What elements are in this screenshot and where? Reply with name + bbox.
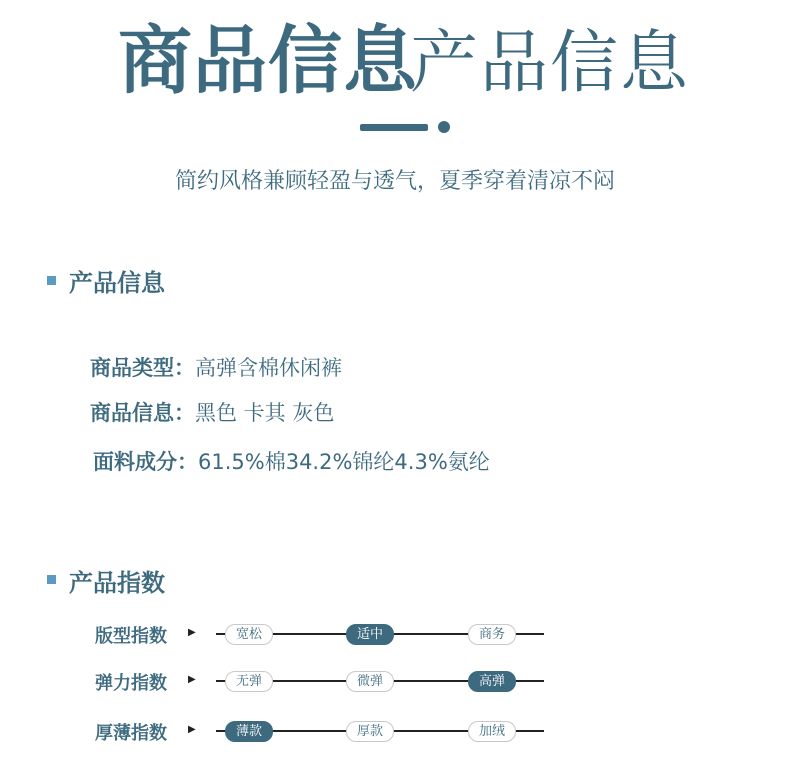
index-option-pill: 微弹 xyxy=(346,671,394,692)
play-arrow-icon: ▶ xyxy=(188,627,196,638)
section-marker-icon xyxy=(47,276,56,285)
info-key: 商品类型： xyxy=(90,356,195,380)
info-value: 高弹含棉休闲裤 xyxy=(195,356,342,380)
info-row-color xyxy=(90,397,334,427)
section-title-product-info: 产品信息 xyxy=(69,269,165,297)
index-option-pill: 宽松 xyxy=(225,624,273,645)
page-title-bold: 商品信息 xyxy=(118,18,418,104)
title-divider-dot xyxy=(438,121,450,133)
info-key: 面料成分： xyxy=(93,450,198,474)
section-title-product-index: 产品指数 xyxy=(69,569,165,597)
info-row-type xyxy=(90,352,342,382)
title-divider-bar xyxy=(360,124,428,131)
index-option-pill: 厚款 xyxy=(346,721,394,742)
index-option-pill: 薄款 xyxy=(225,721,273,742)
index-option-pill: 适中 xyxy=(346,624,394,645)
page-subtitle: 简约风格兼顾轻盈与透气，夏季穿着清凉不闷 xyxy=(174,169,615,194)
index-label: 弹力指数 xyxy=(95,673,167,694)
play-arrow-icon: ▶ xyxy=(188,674,196,685)
index-option-pill: 商务 xyxy=(468,624,516,645)
index-label: 厚薄指数 xyxy=(95,723,167,744)
index-option-pill: 无弹 xyxy=(225,671,273,692)
info-value: 黑色 卡其 灰色 xyxy=(195,401,335,425)
index-option-pill: 加绒 xyxy=(468,721,516,742)
info-key: 商品信息： xyxy=(90,401,195,425)
index-option-pill: 高弹 xyxy=(468,671,516,692)
play-arrow-icon: ▶ xyxy=(188,724,196,735)
section-marker-icon xyxy=(47,575,56,584)
page-title-light: 产品信息 xyxy=(410,24,691,103)
index-label: 版型指数 xyxy=(95,626,167,647)
info-value: 61.5%棉34.2%锦纶4.3%氨纶 xyxy=(198,450,490,474)
info-row-fabric xyxy=(93,446,490,476)
